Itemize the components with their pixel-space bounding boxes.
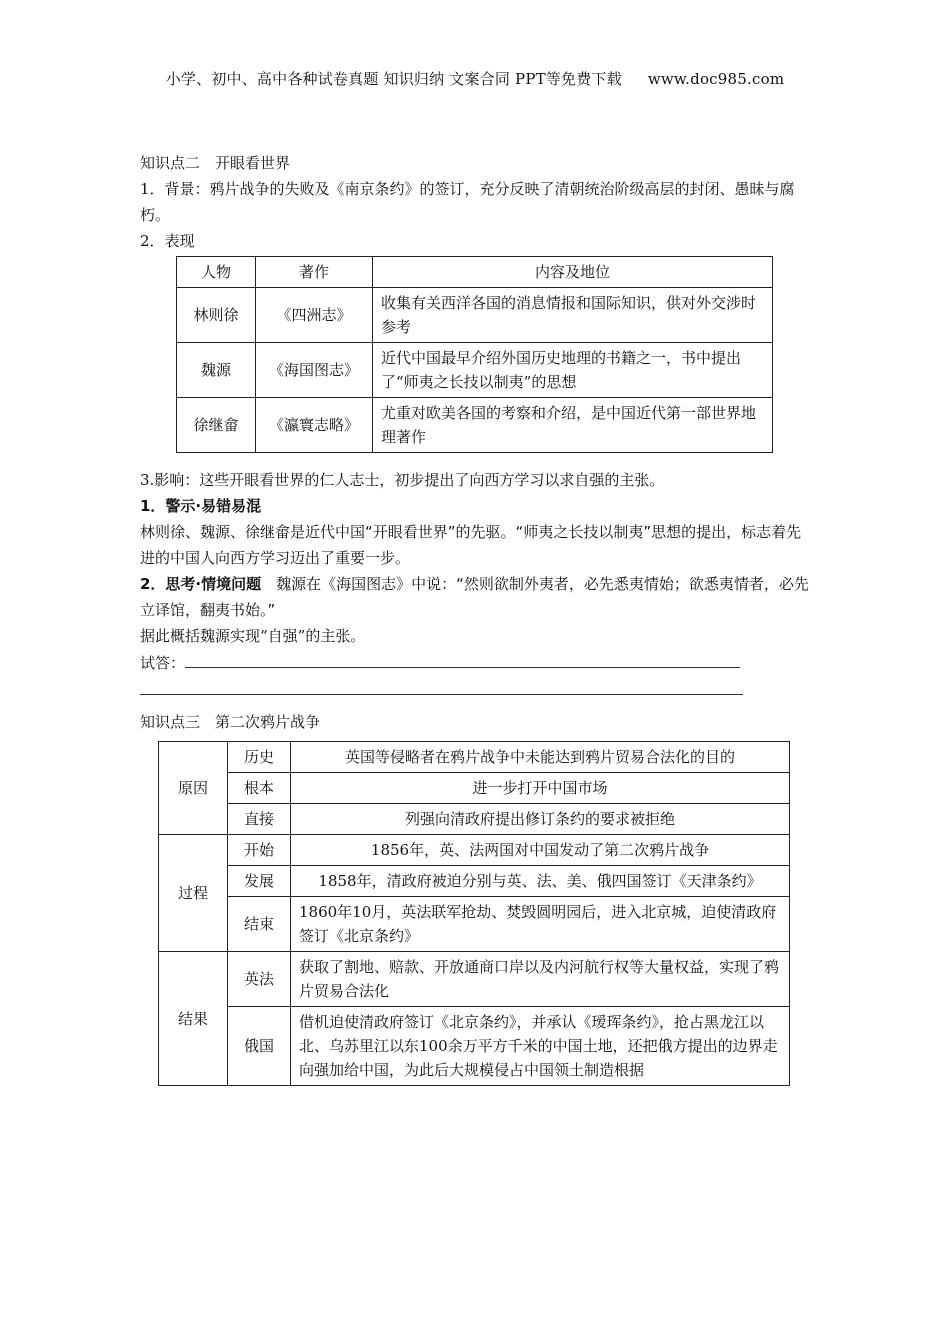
- group-label-cause: 原因: [159, 742, 228, 835]
- answer-line-2[interactable]: [140, 676, 743, 695]
- row-key: 直接: [228, 804, 291, 835]
- cell-content: 近代中国最早介绍外国历史地理的书籍之一，书中提出了“师夷之长技以制夷”的思想: [373, 343, 773, 398]
- table-row: [159, 773, 790, 804]
- row-key: 根本: [228, 773, 291, 804]
- row-value: 列强向清政府提出修订条约的要求被拒绝: [291, 804, 790, 835]
- header-url[interactable]: www.doc985.com: [647, 70, 785, 88]
- row-key: 英法: [228, 952, 291, 1007]
- thinking-title: 2．思考·情境问题: [140, 575, 262, 593]
- table-row: [159, 897, 790, 952]
- table-row: [159, 835, 790, 866]
- warning-title: 1．警示·易错易混: [140, 497, 262, 515]
- cell-person: 林则徐: [177, 288, 256, 343]
- table-row: [159, 804, 790, 835]
- answer-label: 试答：: [140, 654, 186, 672]
- col-header-person: 人物: [177, 257, 256, 288]
- answer-line-1[interactable]: [185, 649, 740, 668]
- page-header: [0, 68, 950, 89]
- col-header-content: 内容及地位: [373, 257, 773, 288]
- cell-work: 《海国图志》: [256, 343, 373, 398]
- row-key: 历史: [228, 742, 291, 773]
- row-key: 发展: [228, 866, 291, 897]
- group-label-process: 过程: [159, 835, 228, 952]
- section2-title: 知识点二 开眼看世界: [140, 154, 291, 172]
- row-value: 1858年，清政府被迫分别与英、法、美、俄四国签订《天津条约》: [291, 866, 790, 897]
- cell-person: 徐继畲: [177, 398, 256, 453]
- cell-person: 魏源: [177, 343, 256, 398]
- section3-title: 知识点三 第二次鸦片战争: [140, 713, 321, 731]
- row-key: 俄国: [228, 1007, 291, 1086]
- table-row: [177, 288, 773, 343]
- cell-content: 收集有关西洋各国的消息情报和国际知识，供对外交涉时参考: [373, 288, 773, 343]
- col-header-work: 著作: [256, 257, 373, 288]
- thinking-text: 魏源在《海国图志》中说：“然则欲制外夷者，必先悉夷情始；欲悉夷情者，必先立译馆，翻夷书始。”: [140, 575, 809, 619]
- figures-table: [176, 256, 773, 453]
- table-row: [177, 343, 773, 398]
- table-row: [159, 1007, 790, 1086]
- document-body: [140, 150, 812, 1086]
- background-paragraph: 1．背景：鸦片战争的失败及《南京条约》的签订，充分反映了清朝统治阶级高层的封闭、愚昧与腐朽。: [140, 180, 795, 224]
- warning-text: 林则徐、魏源、徐继畲是近代中国“开眼看世界”的先驱。“师夷之长技以制夷”思想的提出，标志着先进的中国人向西方学习迈出了重要一步。: [140, 523, 802, 567]
- manifestation-heading: 2．表现: [140, 232, 195, 250]
- row-value: 英国等侵略者在鸦片战争中未能达到鸦片贸易合法化的目的: [291, 742, 790, 773]
- row-value: 获取了割地、赔款、开放通商口岸以及内河航行权等大量权益，实现了鸦片贸易合法化: [291, 952, 790, 1007]
- header-text: 小学、初中、高中各种试卷真题 知识归纳 文案合同 PPT等免费下载: [165, 70, 622, 88]
- row-value: 进一步打开中国市场: [291, 773, 790, 804]
- opium-war-table: [158, 741, 790, 1086]
- cell-work: 《四洲志》: [256, 288, 373, 343]
- row-value: 1856年，英、法两国对中国发动了第二次鸦片战争: [291, 835, 790, 866]
- table-row: [177, 398, 773, 453]
- row-key: 开始: [228, 835, 291, 866]
- table-row: [159, 866, 790, 897]
- group-label-result: 结果: [159, 952, 228, 1086]
- row-key: 结束: [228, 897, 291, 952]
- table-header-row: [177, 257, 773, 288]
- table-row: [159, 742, 790, 773]
- row-value: 借机迫使清政府签订《北京条约》，并承认《瑷珲条约》，抢占黑龙江以北、乌苏里江以东100余万平方千米的中国土地，还把俄方提出的边界走向强加给中国，为此后大规模侵占中国领土制造根据: [291, 1007, 790, 1086]
- influence-paragraph: 3.影响：这些开眼看世界的仁人志士，初步提出了向西方学习以求自强的主张。: [140, 471, 665, 489]
- cell-content: 尤重对欧美各国的考察和介绍，是中国近代第一部世界地理著作: [373, 398, 773, 453]
- cell-work: 《瀛寰志略》: [256, 398, 373, 453]
- row-value: 1860年10月，英法联军抢劫、焚毁圆明园后，进入北京城，迫使清政府签订《北京条约》: [291, 897, 790, 952]
- question-text: 据此概括魏源实现“自强”的主张。: [140, 627, 366, 645]
- table-row: [159, 952, 790, 1007]
